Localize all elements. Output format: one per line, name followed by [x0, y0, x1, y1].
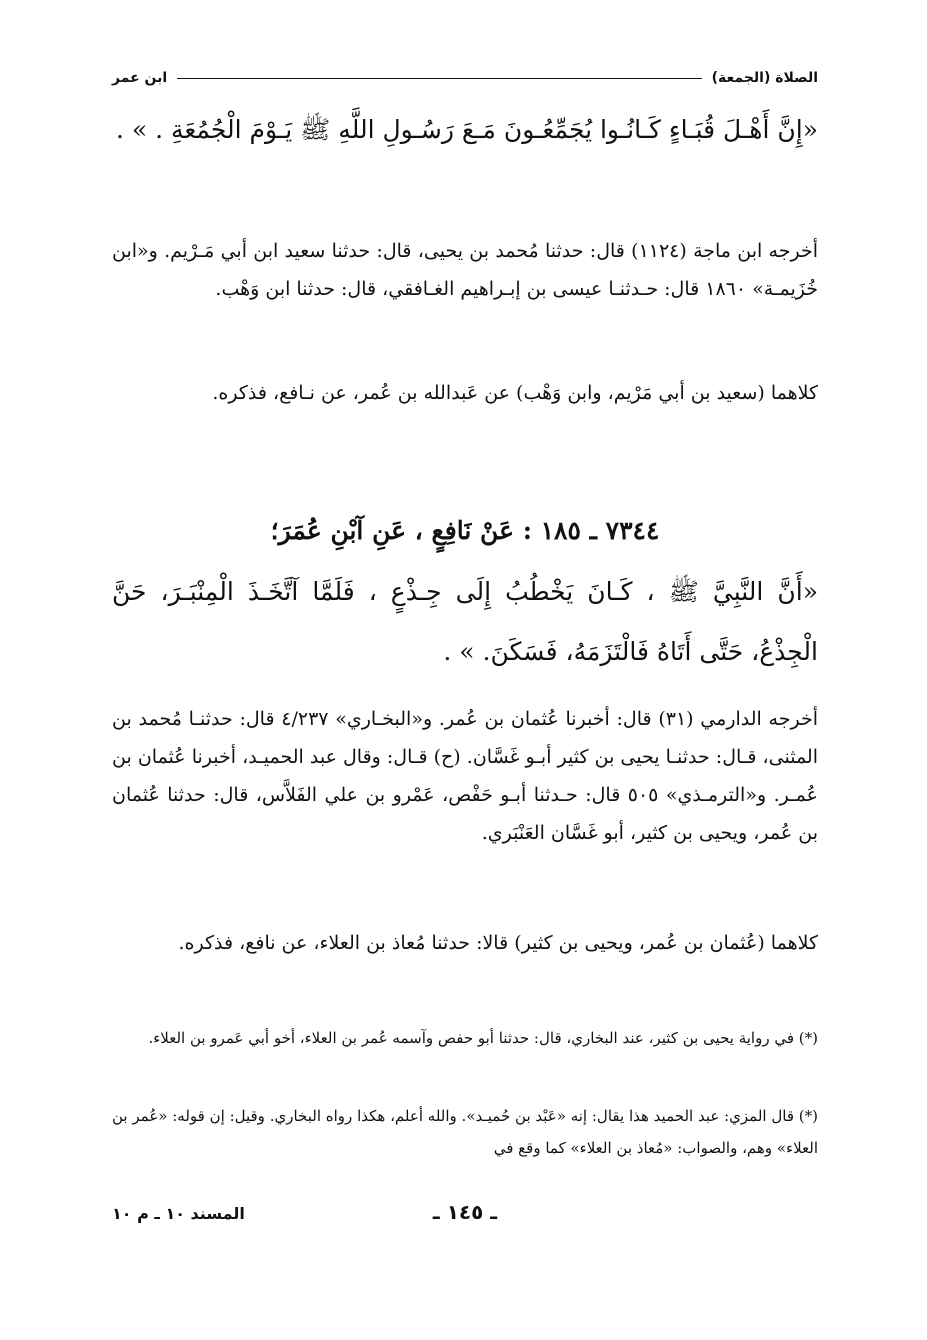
takhrij-paragraph-1: أخرجه ابن ماجة (١١٢٤) قال: حدثنا مُحمد بن يحيى، قال: حدثنا سعيد ابن أبي مَـرْيم. و«ابن خُزَيمـة» ١٨٦٠ قال: حـدثنـا عيسى بن إبـراهيم الغـافقي، قال: حدثنا ابن وَهْب. — [112, 240, 818, 300]
hadith-text-1: «إِنَّ أَهْـلَ قُبَـاءٍ كَـانُـوا يُجَمِّعُـونَ مَـعَ رَسُـولِ اللَّهِ ﷺ يَـوْمَ الْجُمُعَةِ . » . — [115, 115, 818, 144]
volume-marker: المسند ١٠ ـ م ١٠ — [112, 1204, 245, 1223]
kilahuma-paragraph-2: كلاهما (عُثمان بن عُمر، ويحيى بن كثير) قالا: حدثنا مُعاذ بن العلاء، عن نافع، فذكره. — [178, 932, 818, 954]
takhrij-paragraph-2: أخرجه الدارمي (٣١) قال: أخبرنا عُثمان بن عُمر. و«البخـاري» ٤/٢٣٧ قال: حدثنـا مُحمد بن المثنى، قـال: حدثنـا يحيى بن كثير أبـو غَسَّان. (ح) قـال: وقال عبد الحميـد، أخبرنا عُثمان بن عُمـر. و«الترمـذي» ٥٠٥ قال: حـدثنا أبـو حَفْص، عَمْرو بن علي الفَلاَّس، قال: حدثنا عُثمان بن عُمر، ويحيى بن كثير، أبو غَسَّان العَنْبَري. — [112, 708, 818, 844]
kilahuma-paragraph-1: كلاهما (سعيد بن أبي مَرْيم، وابن وَهْب) عن عَبدالله بن عُمر، عن نـافع، فذكره. — [212, 382, 818, 404]
header-section-title: الصلاة (الجمعة) — [711, 70, 818, 86]
header-rule — [177, 78, 701, 79]
hadith-text-2: «أَنَّ النَّبِيَّ ﷺ ، كَـانَ يَخْطُبُ إِلَى جِـذْعٍ ، فَلَمَّا آتَّخَـذَ الْمِنْبَـرَ، حَنَّ الْجِذْعُ، حَتَّى أَتَاهُ فَالْتَزَمَهُ، فَسَكَنَ. » . — [112, 577, 818, 666]
footnote-2: (*) قال المزي: عبد الحميد هذا يقال: إنه «عَبْد بن حُميـد». والله أعلم، هكذا رواه البخاري. وقيل: إن قوله: «عُمر بن العلاء» وهم، والصواب: «مُعاذ بن العلاء» كما وقع في — [112, 1107, 818, 1157]
hadith-number-heading: ٧٣٤٤ ـ ١٨٥ : عَنْ نَافِعٍ ، عَنِ آبْنِ عُمَرَ؛ — [270, 516, 660, 545]
page-footer — [112, 1196, 818, 1230]
footnote-1: (*) في رواية يحيى بن كثير، عند البخاري، قال: حدثنا أبو حفص وآسمه عُمر بن العلاء، أخو أبي عَمرو بن العلاء. — [148, 1029, 818, 1047]
page-number: ـ ١٤٥ ـ — [432, 1200, 498, 1224]
running-header — [112, 66, 818, 90]
header-narrator: ابن عمر — [112, 70, 168, 86]
